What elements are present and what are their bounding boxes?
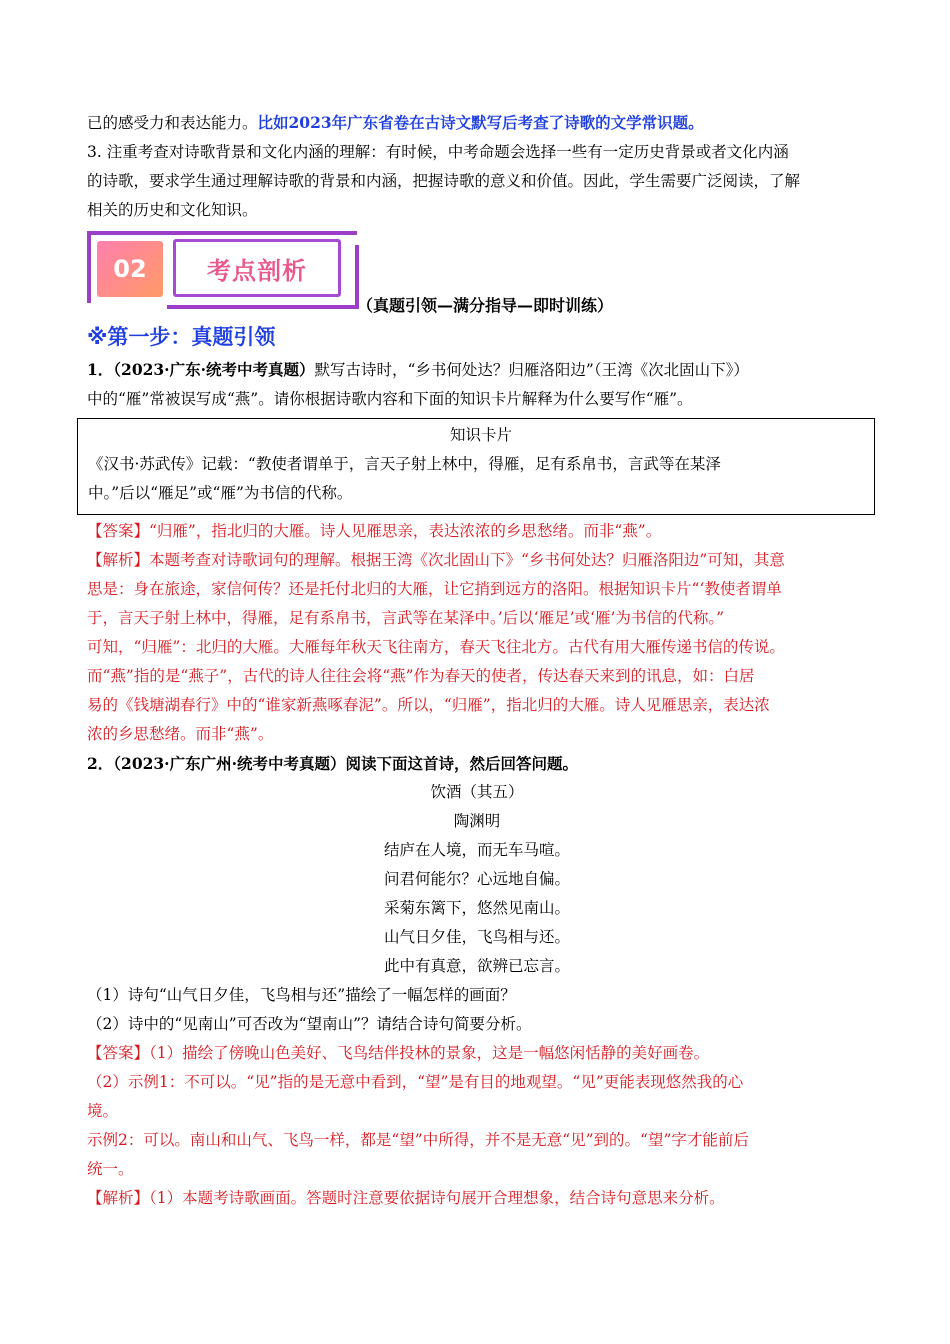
q1-analysis-4: 可知，“归雁”：北归的大雁。大雁每年秋天飞往南方，春天飞往北方。古代有用大雁传递书信的传说。 bbox=[87, 638, 785, 656]
q2-answer-4: 示例2：可以。南山和山气、飞鸟一样，都是“望”中所得，并不是无意“见”到的。“望”字才能前后 bbox=[87, 1131, 749, 1149]
section-title-box bbox=[173, 239, 341, 297]
section-subtitle: （真题引领—满分指导—即时训练） bbox=[357, 296, 614, 315]
q2-answer-2: （2）示例1：不可以。“见”指的是无意中看到，“望”是有目的地观望。“见”更能表现悠然我的心 bbox=[87, 1073, 744, 1091]
q1-analysis-2: 思是：身在旅途，家信何传？还是托付北归的大雁，让它捎到远方的洛阳。根据知识卡片“‘教使者谓单 bbox=[87, 580, 782, 598]
section-number-badge: 02 bbox=[97, 241, 163, 297]
q1-analysis-7: 浓的乡思愁绪。而非“燕”。 bbox=[87, 725, 274, 743]
q2-answer-3: 境。 bbox=[87, 1102, 119, 1120]
q2-line-1 bbox=[87, 749, 867, 778]
poem-title: 饮酒（其五） bbox=[430, 783, 524, 801]
item3-line-3: 相关的历史和文化知识。 bbox=[87, 201, 258, 219]
q1-stem-2: 中的“雁”常被误写成“燕”。请你根据诗歌内容和下面的知识卡片解释为什么要写作“雁”。 bbox=[87, 390, 693, 408]
section-banner bbox=[87, 227, 867, 319]
q2-sub-question-1: （1）诗句“山气日夕佳，飞鸟相与还”描绘了一幅怎样的画面？ bbox=[87, 986, 516, 1004]
item3-line-1: 3. 注重考查对诗歌背景和文化内涵的理解：有时候，中考命题会选择一些有一定历史背景或者文化内涵 bbox=[87, 143, 789, 161]
poem-line: 结庐在人境，而无车马喧。 bbox=[383, 841, 570, 859]
poem-line: 山气日夕佳，飞鸟相与还。 bbox=[383, 928, 570, 946]
q1-stem-1: 默写古诗时，“乡书何处达？归雁洛阳边”（王湾《次北固山下》） bbox=[314, 361, 749, 379]
intro-text: 已的感受力和表达能力。 bbox=[87, 114, 258, 132]
section-title: 考点剖析 bbox=[207, 256, 307, 285]
card-line-1: 《汉书·苏武传》记载：“教使者谓单于，言天子射上林中，得雁，足有系帛书，言武等在某泽 bbox=[88, 455, 721, 473]
q1-line-1 bbox=[87, 355, 867, 385]
q1-source: 1．（2023·广东·统考中考真题） bbox=[87, 360, 315, 379]
q1-analysis-5: 而“燕”指的是“燕子”，古代的诗人往往会将“燕”作为春天的使者，传达春天来到的讯息，如：白居 bbox=[87, 667, 755, 685]
poem-line: 此中有真意，欲辨已忘言。 bbox=[383, 957, 570, 975]
q2-source: 2．（2023·广东广州·统考中考真题） bbox=[87, 754, 346, 773]
q2-stem: 阅读下面这首诗，然后回答问题。 bbox=[345, 754, 578, 773]
q1-answer: 【答案】“归雁”，指北归的大雁。诗人见雁思亲，表达浓浓的乡思愁绪。而非“燕”。 bbox=[87, 522, 662, 540]
q1-analysis-1: 【解析】本题考查对诗歌词句的理解。根据王湾《次北固山下》“乡书何处达？归雁洛阳边”可知，其意 bbox=[87, 551, 785, 569]
poem-author: 陶渊明 bbox=[453, 812, 501, 830]
knowledge-card bbox=[77, 418, 875, 515]
card-title: 知识卡片 bbox=[449, 426, 512, 444]
poem-line: 采菊东篱下，悠然见南山。 bbox=[383, 899, 570, 917]
q2-answer-5: 统一。 bbox=[87, 1160, 134, 1178]
item3-line-2: 的诗歌，要求学生通过理解诗歌的背景和内涵，把握诗歌的意义和价值。因此，学生需要广泛阅读，了解 bbox=[87, 172, 801, 190]
q2-answer-1: 【答案】（1）描绘了傍晚山色美好、飞鸟结伴投林的景象，这是一幅悠闲恬静的美好画卷。 bbox=[87, 1044, 710, 1062]
card-line-2: 中。”后以“雁足”或“雁”为书信的代称。 bbox=[88, 484, 353, 502]
step-heading: ※第一步：真题引领 bbox=[87, 325, 276, 349]
q1-analysis-6: 易的《钱塘湖春行》中的“谁家新燕啄春泥”。所以，“归雁”，指北归的大雁。诗人见雁思亲，表达浓 bbox=[87, 696, 770, 714]
document-page bbox=[87, 108, 867, 1213]
intro-line-1 bbox=[87, 108, 867, 138]
intro-highlight: 比如2023年广东省卷在古诗文默写后考查了诗歌的文学常识题。 bbox=[257, 113, 704, 132]
q2-analysis-1: 【解析】（1）本题考诗歌画面。答题时注意要依据诗句展开合理想象，结合诗句意思来分析。 bbox=[87, 1189, 725, 1207]
poem-line: 问君何能尔？心远地自偏。 bbox=[383, 870, 570, 888]
q2-sub-question-2: （2）诗中的“见南山”可否改为“望南山”？请结合诗句简要分析。 bbox=[87, 1015, 532, 1033]
q1-analysis-3: 于，言天子射上林中，得雁，足有系帛书，言武等在某泽中。’后以‘雁足’或‘雁’为书信的代称。” bbox=[87, 609, 725, 627]
